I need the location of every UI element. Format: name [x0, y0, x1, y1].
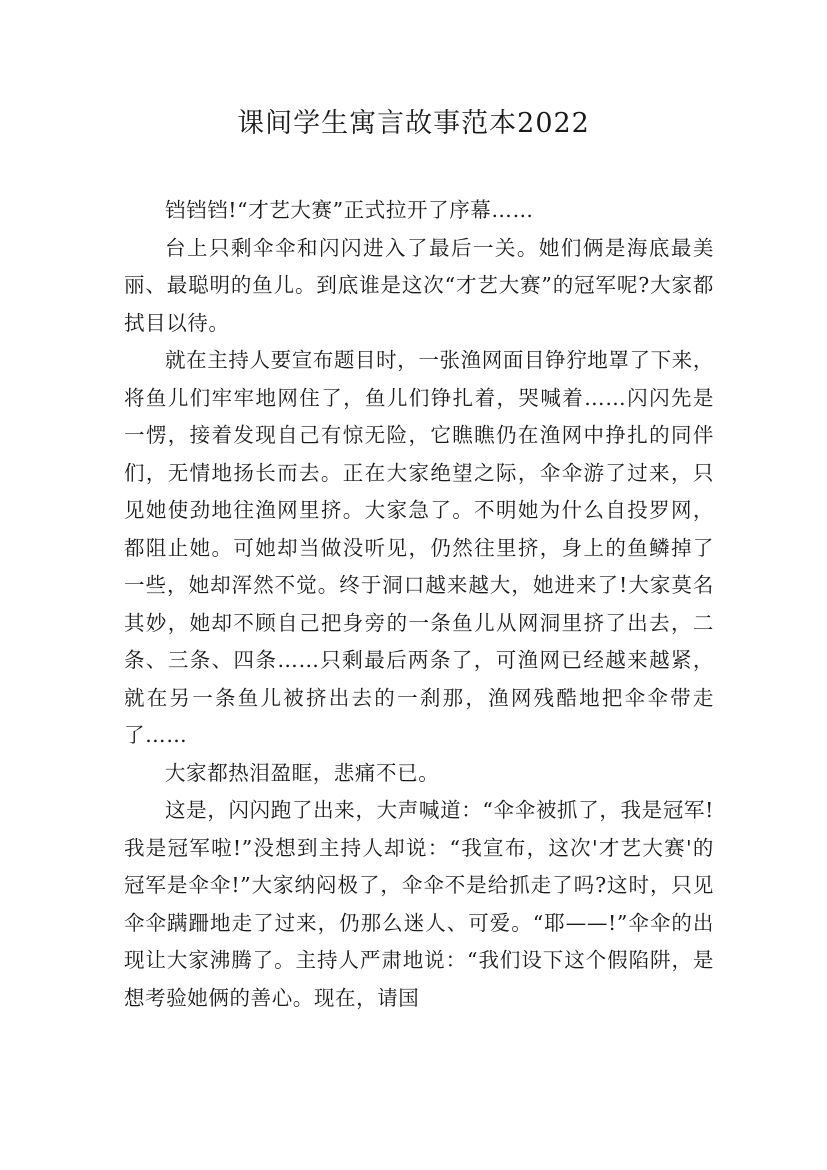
paragraph: 铛铛铛!“才艺大赛”正式拉开了序幕……	[165, 198, 534, 222]
paragraph: 大家都热泪盈眶，悲痛不已。	[165, 760, 440, 785]
document-body	[124, 192, 714, 1017]
paragraph: 就在主持人要宣布题目时，一张渔网面目铮狞地罩了下来，将鱼儿们牢牢地网住了，鱼儿们铮扎着，哭喊着……闪闪先是一愣，接着发现自己有惊无险，它瞧瞧仍在渔网中挣扎的同伴们，无情地扬长而去。正在大家绝望之际，伞伞游了过来，只见她使劲地往渔网里挤。大家急了。不明她为什么自投罗网，都阻止她。可她却当做没听见，仍然往里挤，身上的鱼鳞掉了一些，她却浑然不觉。终于洞口越来越大，她进来了!大家莫名其妙，她却不顾自己把身旁的一条鱼儿从网洞里挤了出去，二条、三条、四条……只剩最后两条了，可渔网已经越来越紧，就在另一条鱼儿被挤出去的一刹那，渔网残酷地把伞伞带走了……	[124, 348, 714, 747]
paragraph: 这是，闪闪跑了出来，大声喊道：“伞伞被抓了，我是冠军!我是冠军啦!”没想到主持人却说：“我宣布，这次'才艺大赛'的冠军是伞伞!”大家纳闷极了，伞伞不是给抓走了吗?这时，只见伞伞蹒跚地走了过来，仍那么迷人、可爱。“耶——!”伞伞的出现让大家沸腾了。主持人严肃地说：“我们设下这个假陷阱，是想考验她俩的善心。现在，请国	[124, 798, 714, 1010]
paragraph: 台上只剩伞伞和闪闪进入了最后一关。她们俩是海底最美丽、最聪明的鱼儿。到底谁是这次“才艺大赛”的冠军呢?大家都拭目以待。	[124, 235, 714, 335]
document-title: 课间学生寓言故事范本2022	[237, 108, 590, 139]
